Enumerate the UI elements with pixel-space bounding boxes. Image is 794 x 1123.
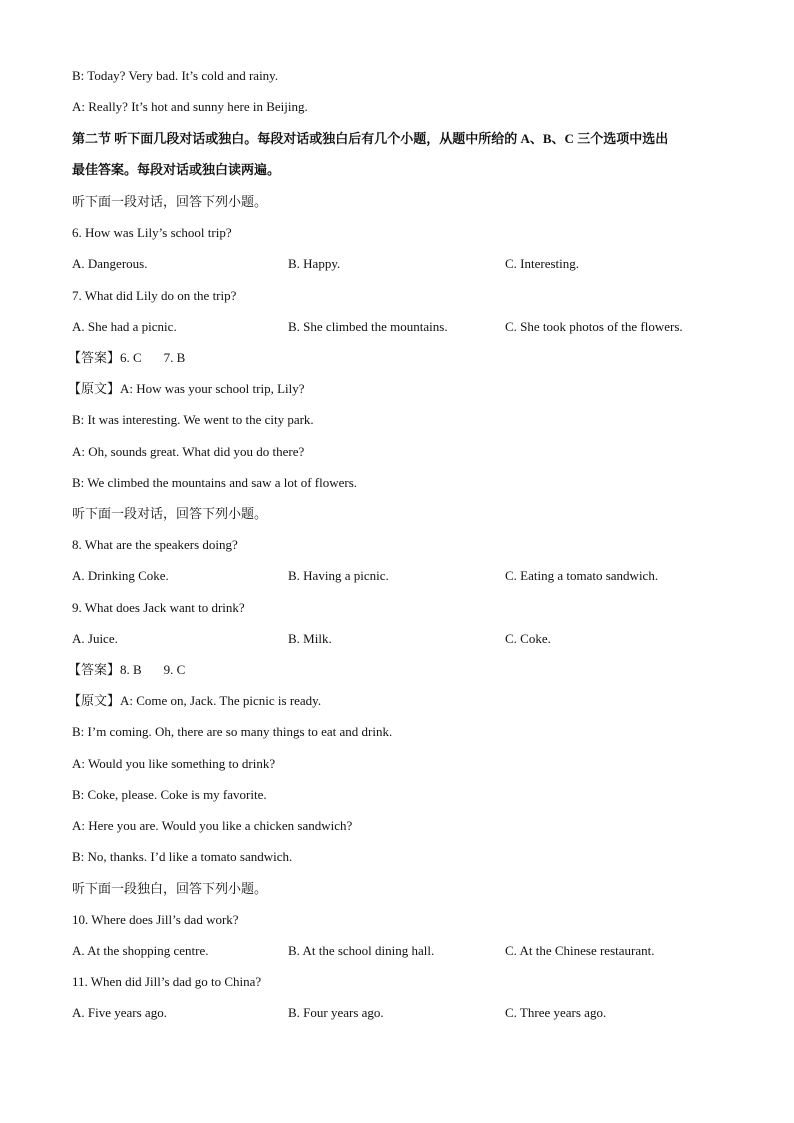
option-b: B. Milk. [288,631,332,646]
answer-8: 【答案】8. B [68,662,142,677]
option-a: A. At the shopping centre. [72,943,209,958]
transcript-line: A: Here you are. Would you like a chicken sandwich? [72,818,353,833]
option-a: A. Juice. [72,631,118,646]
question-11-options [0,1005,794,1021]
transcript-line: 【原文】A: How was your school trip, Lily? [68,381,305,396]
answer-key [68,350,185,366]
transcript-line: A: Oh, sounds great. What did you do there? [72,444,305,459]
question-10-options [0,943,794,959]
section-heading: 第二节 听下面几段对话或独白。每段对话或独白后有几个小题，从题中所给的 A、B、C 三个选项中选出 [72,131,669,146]
answer-7: 7. B [163,350,186,365]
question-9-options [0,631,794,647]
option-b: B. At the school dining hall. [288,943,435,958]
question-6: 6. How was Lily’s school trip? [72,225,232,240]
question-8-options [0,568,794,584]
instruction: 听下面一段独白，回答下列小题。 [72,881,268,896]
instruction: 听下面一段对话，回答下列小题。 [72,194,268,209]
question-8: 8. What are the speakers doing? [72,537,238,552]
option-c: C. Three years ago. [505,1005,607,1020]
question-6-options [0,256,794,272]
option-b: B. She climbed the mountains. [288,319,448,334]
option-c: C. Coke. [505,631,551,646]
answer-key [68,662,185,678]
transcript-line: B: No, thanks. I’d like a tomato sandwich. [72,849,293,864]
transcript-line: B: I’m coming. Oh, there are so many things to eat and drink. [72,724,393,739]
option-a: A. She had a picnic. [72,319,177,334]
option-b: B. Happy. [288,256,341,271]
option-b: B. Having a picnic. [288,568,389,583]
transcript-line: B: It was interesting. We went to the city park. [72,412,314,427]
question-7-options [0,319,794,335]
transcript-line: B: Coke, please. Coke is my favorite. [72,787,267,802]
answer-9: 9. C [163,662,186,677]
dialogue-line: A: Really? It’s hot and sunny here in Beijing. [72,99,308,114]
option-c: C. Interesting. [505,256,580,271]
section-heading-continued: 最佳答案。每段对话或独白读两遍。 [72,162,281,177]
option-c: C. At the Chinese restaurant. [505,943,655,958]
option-a: A. Drinking Coke. [72,568,169,583]
dialogue-line: B: Today? Very bad. It’s cold and rainy. [72,68,279,83]
transcript-line: 【原文】A: Come on, Jack. The picnic is ready. [68,693,322,708]
transcript-line: B: We climbed the mountains and saw a lot of flowers. [72,475,358,490]
option-c: C. Eating a tomato sandwich. [505,568,659,583]
question-9: 9. What does Jack want to drink? [72,600,245,615]
answer-6: 【答案】6. C [68,350,142,365]
option-c: C. She took photos of the flowers. [505,319,683,334]
transcript-line: A: Would you like something to drink? [72,756,276,771]
option-a: A. Five years ago. [72,1005,167,1020]
option-a: A. Dangerous. [72,256,148,271]
question-10: 10. Where does Jill’s dad work? [72,912,239,927]
instruction: 听下面一段对话，回答下列小题。 [72,506,268,521]
option-b: B. Four years ago. [288,1005,384,1020]
question-7: 7. What did Lily do on the trip? [72,288,237,303]
question-11: 11. When did Jill’s dad go to China? [72,974,262,989]
